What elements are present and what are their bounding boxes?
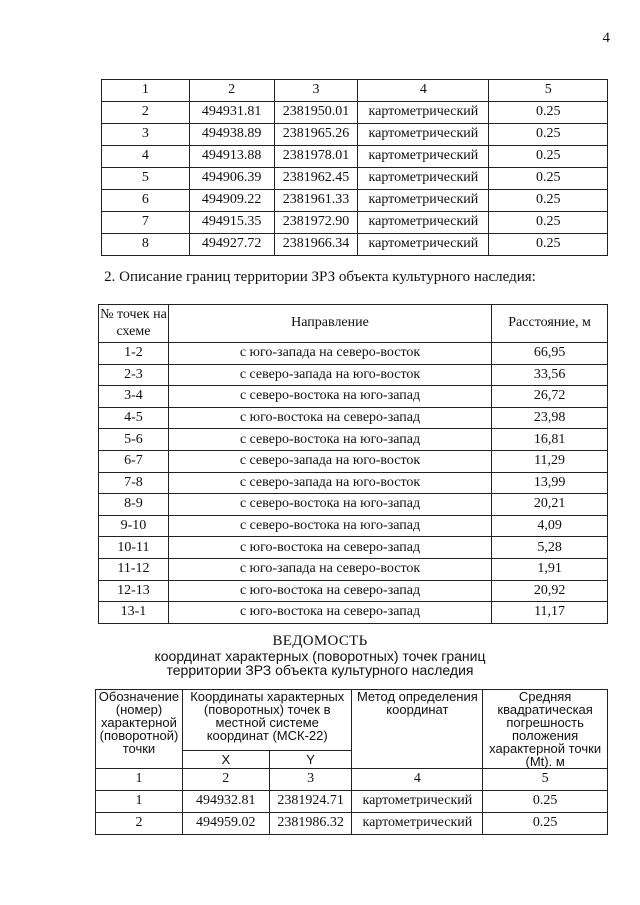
distance-cell: 20,21 xyxy=(492,494,608,516)
method-cell: картометрический xyxy=(352,791,483,813)
table-row xyxy=(102,146,608,168)
x-column-header: X xyxy=(182,751,269,769)
error-cell: 0.25 xyxy=(483,791,608,813)
y-cell: 2381924.71 xyxy=(269,791,352,813)
x-cell: 494938.89 xyxy=(189,124,274,146)
numbering-cell: 3 xyxy=(269,769,352,791)
method-cell: картометрический xyxy=(358,124,489,146)
table-row xyxy=(99,537,608,559)
header-cell: 4 xyxy=(358,80,489,102)
header-cell: 2 xyxy=(189,80,274,102)
error-column-header: Средняя квадратическая погрешность положения характерной точки (Mt). м xyxy=(483,690,608,769)
segment-cell: 3-4 xyxy=(99,386,169,408)
coordinates-table-continued xyxy=(101,79,608,256)
table-numbering-row xyxy=(96,769,608,791)
table-row xyxy=(102,212,608,234)
table-row xyxy=(99,494,608,516)
x-cell: 494915.35 xyxy=(189,212,274,234)
table-row xyxy=(99,580,608,602)
point-cell: 5 xyxy=(102,168,190,190)
direction-cell: с северо-востока на юго-запад xyxy=(168,494,491,516)
segment-cell: 8-9 xyxy=(99,494,169,516)
direction-cell: с северо-запада на юго-восток xyxy=(168,364,491,386)
numbering-cell: 1 xyxy=(96,769,183,791)
vedomost-subtitle-line-1: координат характерных (поворотных) точек границ xyxy=(154,648,486,664)
table-row xyxy=(99,364,608,386)
method-cell: картометрический xyxy=(358,102,489,124)
segment-cell: 12-13 xyxy=(99,580,169,602)
table-row xyxy=(99,558,608,580)
y-cell: 2381972.90 xyxy=(274,212,358,234)
table-row xyxy=(96,813,608,835)
y-cell: 2381962.45 xyxy=(274,168,358,190)
table-row xyxy=(102,190,608,212)
method-cell: картометрический xyxy=(358,190,489,212)
segment-cell: 7-8 xyxy=(99,472,169,494)
point-cell: 4 xyxy=(102,146,190,168)
x-cell: 494909.22 xyxy=(189,190,274,212)
vedomost-subtitle-line-2: территории ЗРЗ объекта культурного наследия xyxy=(166,662,474,678)
direction-cell: с северо-запада на юго-восток xyxy=(168,472,491,494)
coordinates-column-header: Координаты характерных (поворотных) точек в местной системе координат (МСК-22) xyxy=(182,690,352,751)
header-cell: 5 xyxy=(489,80,608,102)
error-cell: 0.25 xyxy=(489,212,608,234)
segment-cell: 5-6 xyxy=(99,429,169,451)
y-cell: 2381978.01 xyxy=(274,146,358,168)
x-cell: 494913.88 xyxy=(189,146,274,168)
direction-cell: с северо-востока на юго-запад xyxy=(168,429,491,451)
error-cell: 0.25 xyxy=(489,190,608,212)
segment-cell: 9-10 xyxy=(99,515,169,537)
table-row xyxy=(99,343,608,365)
distance-cell: 20,92 xyxy=(492,580,608,602)
vedomost-title: ВЕДОМОСТЬ xyxy=(272,633,368,649)
direction-cell: с юго-востока на северо-запад xyxy=(168,407,491,429)
numbering-cell: 5 xyxy=(483,769,608,791)
page-number: 4 xyxy=(602,30,610,46)
table-row xyxy=(99,515,608,537)
header-cell: 3 xyxy=(274,80,358,102)
segment-cell: 13-1 xyxy=(99,602,169,624)
table-row xyxy=(99,450,608,472)
table-row xyxy=(99,429,608,451)
y-cell: 2381950.01 xyxy=(274,102,358,124)
method-cell: картометрический xyxy=(358,234,489,256)
direction-cell: с северо-запада на юго-восток xyxy=(168,450,491,472)
distance-cell: 26,72 xyxy=(492,386,608,408)
distance-cell: 33,56 xyxy=(492,364,608,386)
table-row xyxy=(99,472,608,494)
distance-cell: 11,17 xyxy=(492,602,608,624)
point-cell: 3 xyxy=(102,124,190,146)
table-header-row xyxy=(102,80,608,102)
table-row xyxy=(102,168,608,190)
x-cell: 494932.81 xyxy=(182,791,269,813)
table-row xyxy=(96,791,608,813)
distance-cell: 66,95 xyxy=(492,343,608,365)
segment-cell: 2-3 xyxy=(99,364,169,386)
table-row xyxy=(99,602,608,624)
distance-column-header: Расстояние, м xyxy=(492,305,608,343)
y-cell: 2381966.34 xyxy=(274,234,358,256)
header-cell: 1 xyxy=(102,80,190,102)
segment-cell: 6-7 xyxy=(99,450,169,472)
direction-cell: с северо-востока на юго-запад xyxy=(168,386,491,408)
distance-cell: 11,29 xyxy=(492,450,608,472)
numbering-cell: 2 xyxy=(182,769,269,791)
y-cell: 2381986.32 xyxy=(269,813,352,835)
direction-cell: с юго-востока на северо-запад xyxy=(168,580,491,602)
point-cell: 2 xyxy=(102,102,190,124)
table-header-row xyxy=(96,690,608,751)
x-cell: 494927.72 xyxy=(189,234,274,256)
segment-cell: 10-11 xyxy=(99,537,169,559)
direction-cell: с юго-запада на северо-восток xyxy=(168,558,491,580)
error-cell: 0.25 xyxy=(489,234,608,256)
distance-cell: 5,28 xyxy=(492,537,608,559)
method-cell: картометрический xyxy=(352,813,483,835)
point-cell: 1 xyxy=(96,791,183,813)
boundary-description-table xyxy=(98,304,608,624)
y-cell: 2381965.26 xyxy=(274,124,358,146)
direction-cell: с юго-востока на северо-запад xyxy=(168,602,491,624)
point-cell: 2 xyxy=(96,813,183,835)
segment-cell: 11-12 xyxy=(99,558,169,580)
error-cell: 0.25 xyxy=(483,813,608,835)
point-cell: 8 xyxy=(102,234,190,256)
method-cell: картометрический xyxy=(358,212,489,234)
distance-cell: 16,81 xyxy=(492,429,608,451)
method-cell: картометрический xyxy=(358,168,489,190)
error-cell: 0.25 xyxy=(489,146,608,168)
x-cell: 494931.81 xyxy=(189,102,274,124)
method-cell: картометрический xyxy=(358,146,489,168)
direction-cell: с юго-запада на северо-восток xyxy=(168,343,491,365)
table-header-row xyxy=(99,305,608,343)
error-cell: 0.25 xyxy=(489,124,608,146)
table-row xyxy=(102,124,608,146)
point-column-header: № точек на схеме xyxy=(99,305,169,343)
table-row xyxy=(102,234,608,256)
numbering-cell: 4 xyxy=(352,769,483,791)
segment-cell: 4-5 xyxy=(99,407,169,429)
x-cell: 494959.02 xyxy=(182,813,269,835)
y-cell: 2381961.33 xyxy=(274,190,358,212)
error-cell: 0.25 xyxy=(489,102,608,124)
direction-column-header: Направление xyxy=(168,305,491,343)
vedomost-subtitle xyxy=(0,649,640,677)
table-row xyxy=(99,407,608,429)
point-cell: 6 xyxy=(102,190,190,212)
table-row xyxy=(99,386,608,408)
distance-cell: 1,91 xyxy=(492,558,608,580)
coordinates-table xyxy=(95,689,608,835)
distance-cell: 13,99 xyxy=(492,472,608,494)
designation-column-header: Обозначение (номер) характерной (поворотной) точки xyxy=(96,690,183,769)
point-cell: 7 xyxy=(102,212,190,234)
error-cell: 0.25 xyxy=(489,168,608,190)
section-2-heading: 2. Описание границ территории ЗРЗ объекта культурного наследия: xyxy=(104,269,536,285)
method-column-header: Метод определения координат xyxy=(352,690,483,769)
segment-cell: 1-2 xyxy=(99,343,169,365)
direction-cell: с северо-востока на юго-запад xyxy=(168,515,491,537)
x-cell: 494906.39 xyxy=(189,168,274,190)
direction-cell: с юго-востока на северо-запад xyxy=(168,537,491,559)
y-column-header: Y xyxy=(269,751,352,769)
table-row xyxy=(102,102,608,124)
distance-cell: 4,09 xyxy=(492,515,608,537)
distance-cell: 23,98 xyxy=(492,407,608,429)
